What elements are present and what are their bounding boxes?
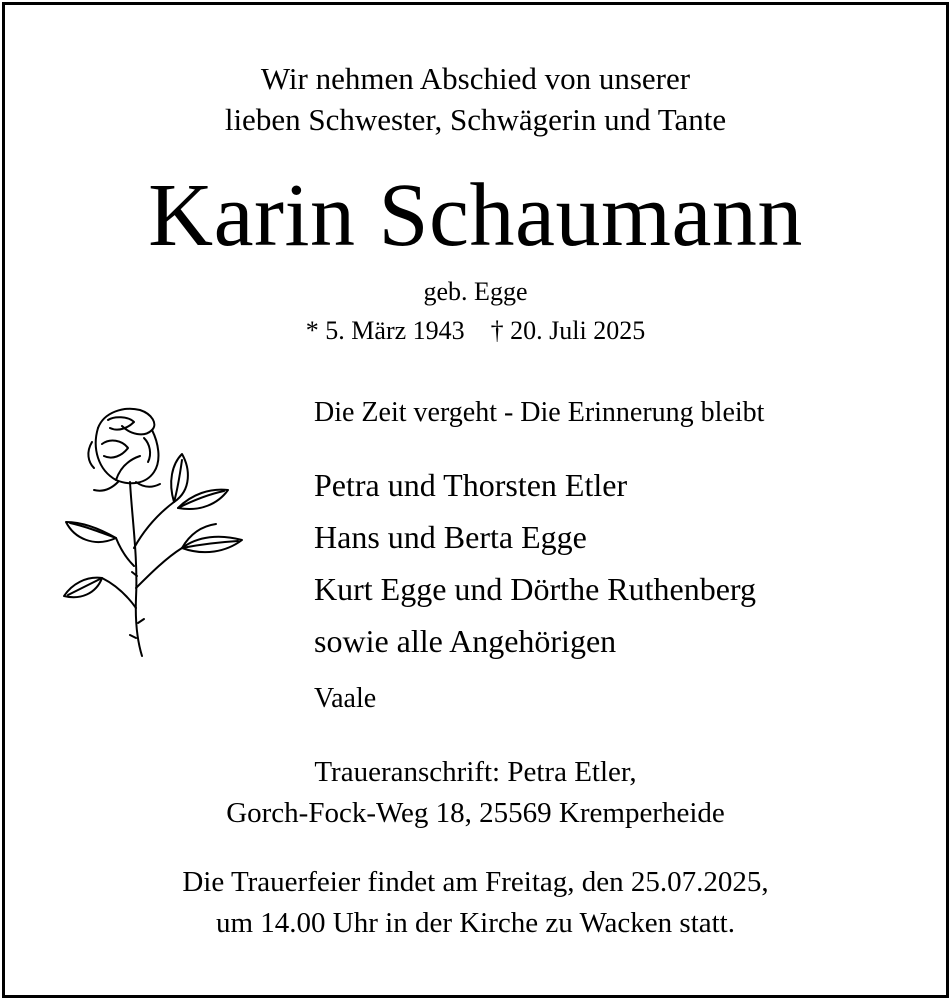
motto: Die Zeit vergeht - Die Erinnerung bleibt [314, 397, 765, 428]
service-line-1: Die Trauerfeier findet am Freitag, den 25.07.2025, [182, 866, 769, 898]
mourner-line: sowie alle Angehörigen [314, 623, 617, 659]
birth-name: geb. Egge [423, 277, 528, 306]
intro-text [0, 58, 951, 140]
mourners-list [314, 459, 756, 667]
place: Vaale [314, 683, 377, 714]
mourning-address [0, 752, 951, 834]
mourner-line: Petra und Thorsten Etler [314, 467, 628, 503]
life-dates [0, 314, 951, 348]
service-line-2: um 14.00 Uhr in der Kirche zu Wacken statt. [216, 907, 735, 939]
mourner-line: Kurt Egge und Dörthe Ruthenberg [314, 571, 756, 607]
death-date: † 20. Juli 2025 [490, 316, 646, 345]
mourner-line: Hans und Berta Egge [314, 519, 587, 555]
funeral-service-info [0, 862, 951, 944]
rose-icon [58, 398, 250, 660]
address-line-2: Gorch-Fock-Weg 18, 25569 Kremperheide [226, 797, 725, 829]
birth-date: * 5. März 1943 [305, 316, 465, 345]
address-line-1: Traueranschrift: Petra Etler, [314, 756, 637, 788]
deceased-name: Karin Schaumann [148, 166, 803, 265]
intro-line-2: lieben Schwester, Schwägerin und Tante [224, 102, 727, 137]
intro-line-1: Wir nehmen Abschied von unserer [260, 61, 691, 96]
